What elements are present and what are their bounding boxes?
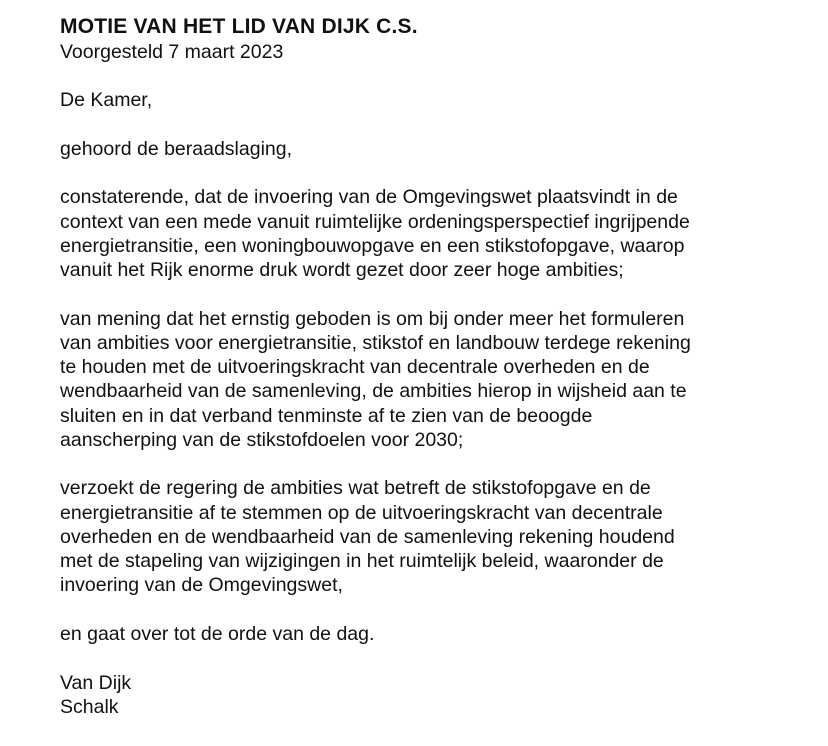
constaterende-line: vanuit het Rijk enorme druk wordt gezet door zeer hoge ambities; <box>60 259 624 282</box>
van-mening-clause <box>60 307 820 452</box>
signatory-name: Van Dijk <box>60 671 132 694</box>
motion-document <box>60 14 820 719</box>
verzoekt-line: met de stapeling van wijzigingen in het ruimtelijk beleid, waaronder de <box>60 550 664 573</box>
verzoekt-line: invoering van de Omgevingswet, <box>60 574 343 597</box>
constaterende-line: energietransitie, een woningbouwopgave en een stikstofopgave, waarop <box>60 234 685 257</box>
verzoekt-line: overheden en de wendbaarheid van de samenleving rekening houdend <box>60 525 675 548</box>
van-mening-line: wendbaarheid van de samenleving, de ambities hierop in wijsheid aan te <box>60 380 687 403</box>
constaterende-line: constaterende, dat de invoering van de Omgevingswet plaatsvindt in de <box>60 186 678 209</box>
van-mening-line: van mening dat het ernstig geboden is om bij onder meer het formuleren <box>60 307 685 330</box>
signatory-name: Schalk <box>60 695 119 718</box>
verzoekt-clause <box>60 476 820 597</box>
heard-clause: gehoord de beraadslaging, <box>60 137 293 160</box>
closing-clause: en gaat over tot de orde van de dag. <box>60 622 375 645</box>
van-mening-line: aanscherping van de stikstofdoelen voor 2030; <box>60 428 464 451</box>
constaterende-line: context van een mede vanuit ruimtelijke ordeningsperspectief ingrijpende <box>60 210 690 233</box>
van-mening-line: van ambities voor energietransitie, stikstof en landbouw terdege rekening <box>60 331 691 354</box>
van-mening-line: te houden met de uitvoeringskracht van decentrale overheden en de <box>60 356 650 379</box>
motion-title: MOTIE VAN HET LID VAN DIJK C.S. <box>60 15 418 38</box>
salutation: De Kamer, <box>60 89 153 111</box>
signatories <box>60 671 820 719</box>
verzoekt-line: verzoekt de regering de ambities wat betreft de stikstofopgave en de <box>60 477 651 500</box>
constaterende-clause <box>60 185 820 282</box>
verzoekt-line: energietransitie af te stemmen op de uitvoeringskracht van decentrale <box>60 501 663 524</box>
van-mening-line: sluiten en in dat verband tenminste af te zien van de beoogde <box>60 404 593 427</box>
proposal-date: Voorgesteld 7 maart 2023 <box>60 41 284 63</box>
